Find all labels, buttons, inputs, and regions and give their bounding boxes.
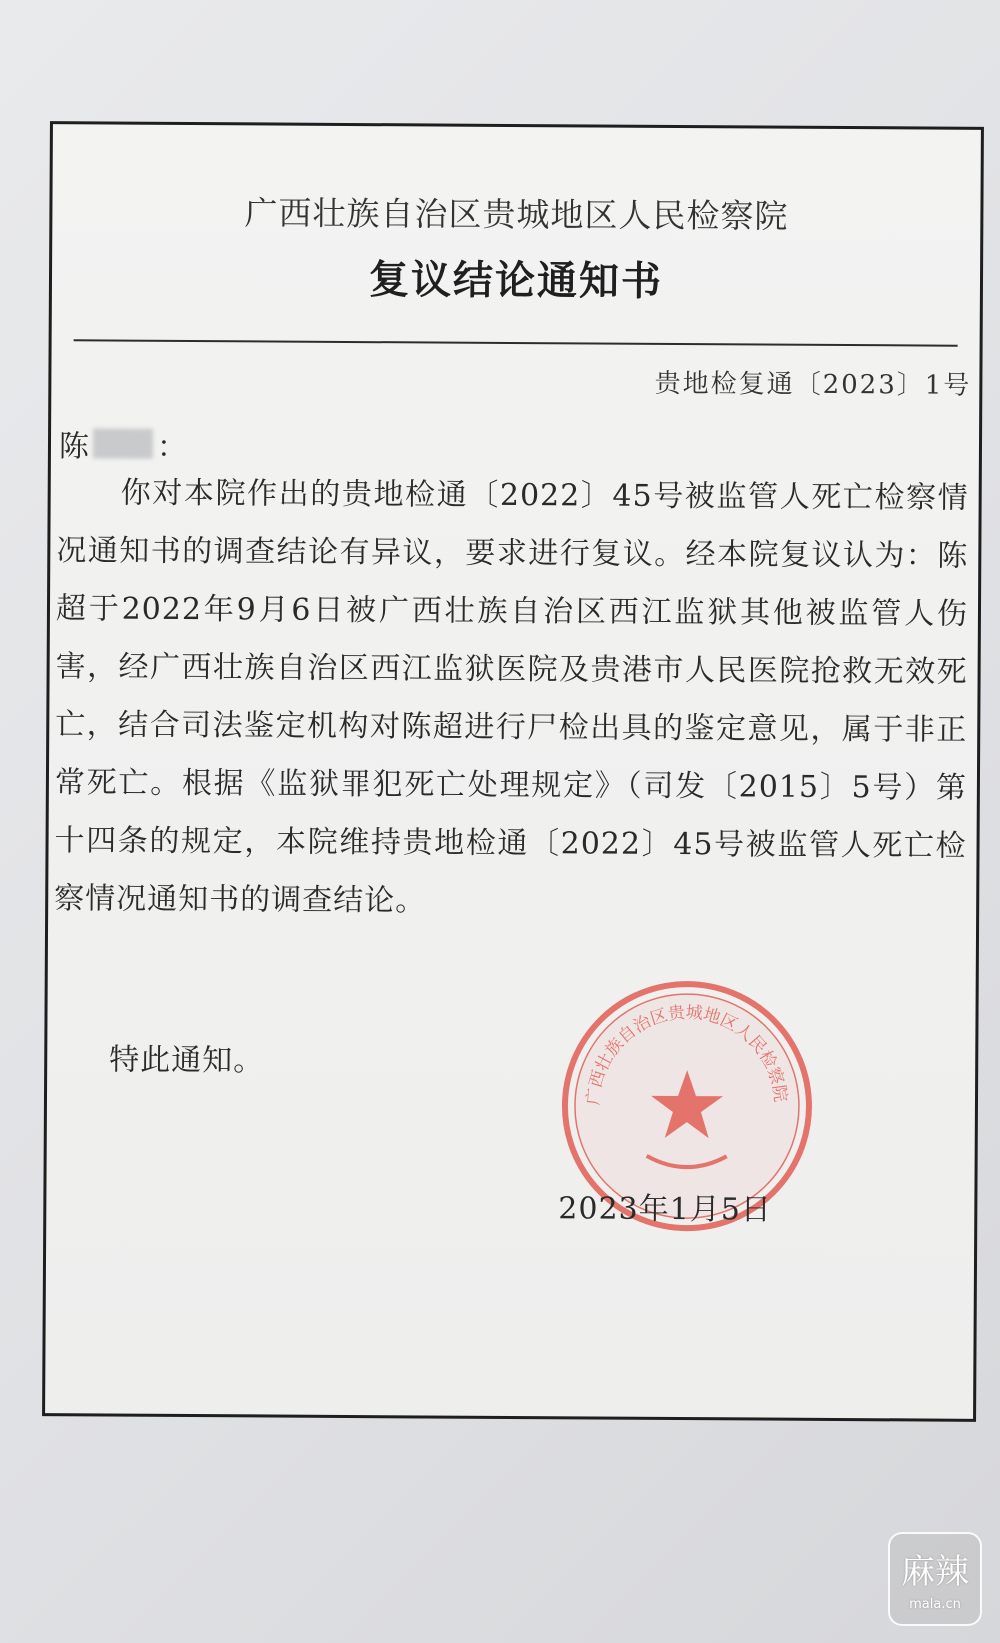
watermark-logo [888,1532,982,1626]
addressee-colon: ： [156,429,188,466]
issuing-organization: 广西壮族自治区贵城地区人民检察院 [244,193,789,236]
document-sheet [42,121,984,1422]
issue-date: 2023年1月5日 [558,1191,772,1228]
addressee-surname: 陈 [58,429,90,465]
watermark-en: mala.cn [909,1597,961,1612]
document-title: 复议结论通知书 [368,257,664,305]
seal-text: 广西壮族自治区贵城地区人民检察院 [583,1002,791,1107]
closing-remark: 特此通知。 [109,1042,265,1079]
header-divider [74,339,958,346]
watermark-cn: 麻辣 [901,1552,969,1592]
addressee [59,421,187,466]
document-number: 贵地检复通〔2023〕1号 [654,368,972,401]
body-paragraph: 你对本院作出的贵地检通〔2022〕45号被监管人死亡检察情况通知书的调查结论有异议，要求进行复议。经本院复议认为：陈超于2022年9月6日被广西壮族自治区西江监狱其他被监管人伤害，经广西壮族自治区西江监狱医院及贵港市人民医院抢救无效死亡，结合司法鉴定机构对陈超进行尸检出具的鉴定意见，属于非正常死亡。根据《监狱罪犯死亡处理规定》（司发〔2015〕5号）第十四条的规定，本院维持贵地检通〔2022〕45号被监管人死亡检察情况通知书的调查结论。 [54,475,969,919]
redacted-name [93,428,153,458]
